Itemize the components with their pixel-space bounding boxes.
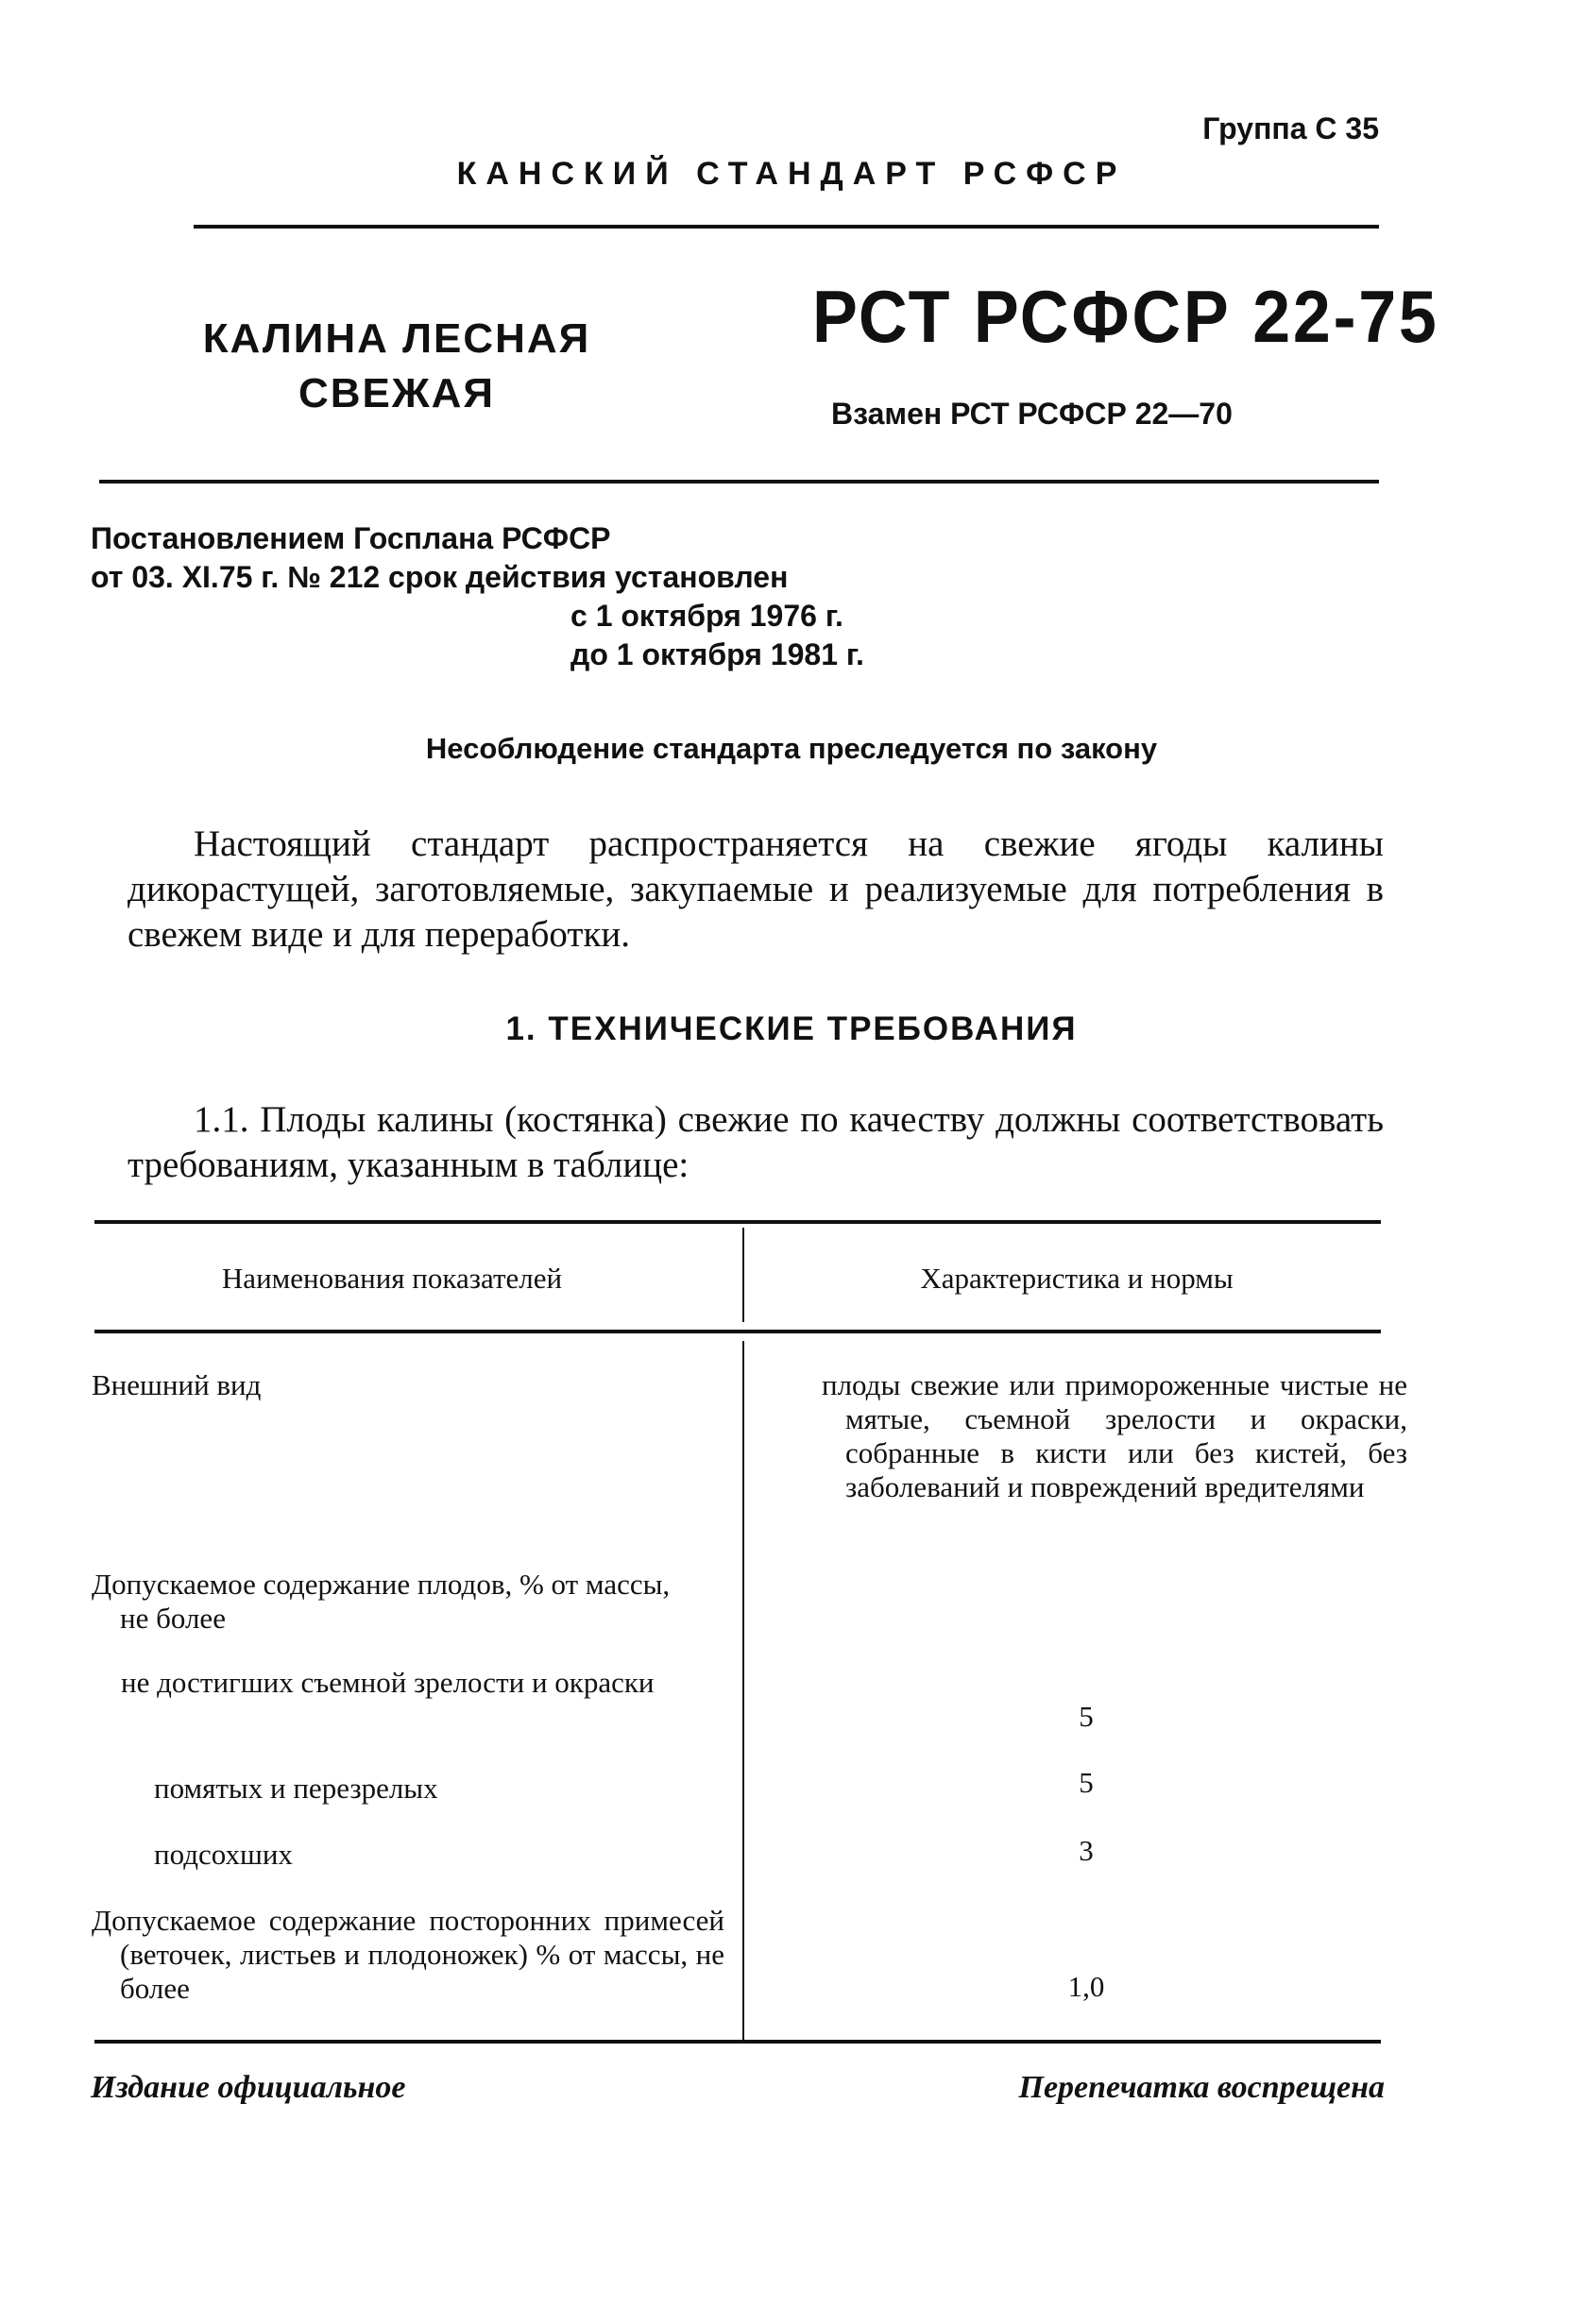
decree-block <box>91 519 864 674</box>
decree-line4: до 1 октября 1981 г. <box>570 637 864 671</box>
standard-type-header: КАНСКИЙ СТАНДАРТ РСФСР <box>456 156 1127 192</box>
table-row-name: не достигших съемной зрелости и окраски <box>121 1666 655 1699</box>
group-label: Группа С 35 <box>1202 111 1379 145</box>
table-row-value: 3 <box>1079 1834 1094 1867</box>
table-row-name: Внешний вид <box>92 1368 262 1401</box>
replaces-note: Взамен РСТ РСФСР 22—70 <box>831 397 1233 431</box>
table-header-value: Характеристика и нормы <box>920 1262 1234 1295</box>
table-row-value: 5 <box>1079 1700 1094 1733</box>
table-row-name: Допускаемое содержание посторонних примесей (веточек, листьев и плодоножек) % от массы, не более <box>92 1904 724 2005</box>
decree-line2: от 03. XI.75 г. № 212 срок действия установлен <box>91 560 789 594</box>
product-title-line1: КАЛИНА ЛЕСНАЯ <box>202 315 591 362</box>
table-row-name: Допускаемое содержание плодов, % от массы, не более <box>92 1568 671 1635</box>
decree-line1: Постановлением Госплана РСФСР <box>91 521 611 555</box>
table-column-divider <box>742 1228 744 1322</box>
table-row-value: плоды свежие или примороженные чистые не мятые, съемной зрелости и окраски, собранные в кисти или без кистей, без заболеваний и повреждений вредителями <box>822 1368 1407 1503</box>
table-bottom-rule <box>94 2040 1381 2044</box>
product-title-line2: СВЕЖАЯ <box>298 370 496 416</box>
title-divider <box>99 480 1379 483</box>
standard-code: РСТ РСФСР 22-75 <box>812 275 1439 358</box>
table-header-name: Наименования показателей <box>221 1262 563 1295</box>
liability-note: Несоблюдение стандарта преследуется по закону <box>425 732 1158 765</box>
section-title: 1. ТЕХНИЧЕСКИЕ ТРЕБОВАНИЯ <box>505 1010 1078 1047</box>
footer-edition: Издание официальное <box>91 2070 406 2105</box>
table-header-rule <box>94 1330 1381 1333</box>
table-row-value: 5 <box>1079 1766 1094 1799</box>
top-divider <box>194 225 1379 229</box>
table-column-divider-body <box>742 1341 744 2040</box>
table-top-rule <box>94 1220 1381 1224</box>
intro-paragraph: Настоящий стандарт распространяется на свежие ягоды калины дикорастущей, заготовляемые, закупаемые и реализуемые для потребления в свежем виде и для переработки. <box>128 823 1384 955</box>
table-row-value: 1,0 <box>1067 1970 1105 2003</box>
decree-line3: с 1 октября 1976 г. <box>570 599 843 633</box>
footer-reprint: Перепечатка воспрещена <box>1018 2070 1385 2105</box>
table-row-name: подсохших <box>154 1838 293 1871</box>
product-title <box>142 312 652 421</box>
table-row-name: помятых и перезрелых <box>154 1772 438 1805</box>
clause-paragraph: 1.1. Плоды калины (костянка) свежие по качеству должны соответствовать требованиям, указанным в таблице: <box>128 1099 1384 1185</box>
